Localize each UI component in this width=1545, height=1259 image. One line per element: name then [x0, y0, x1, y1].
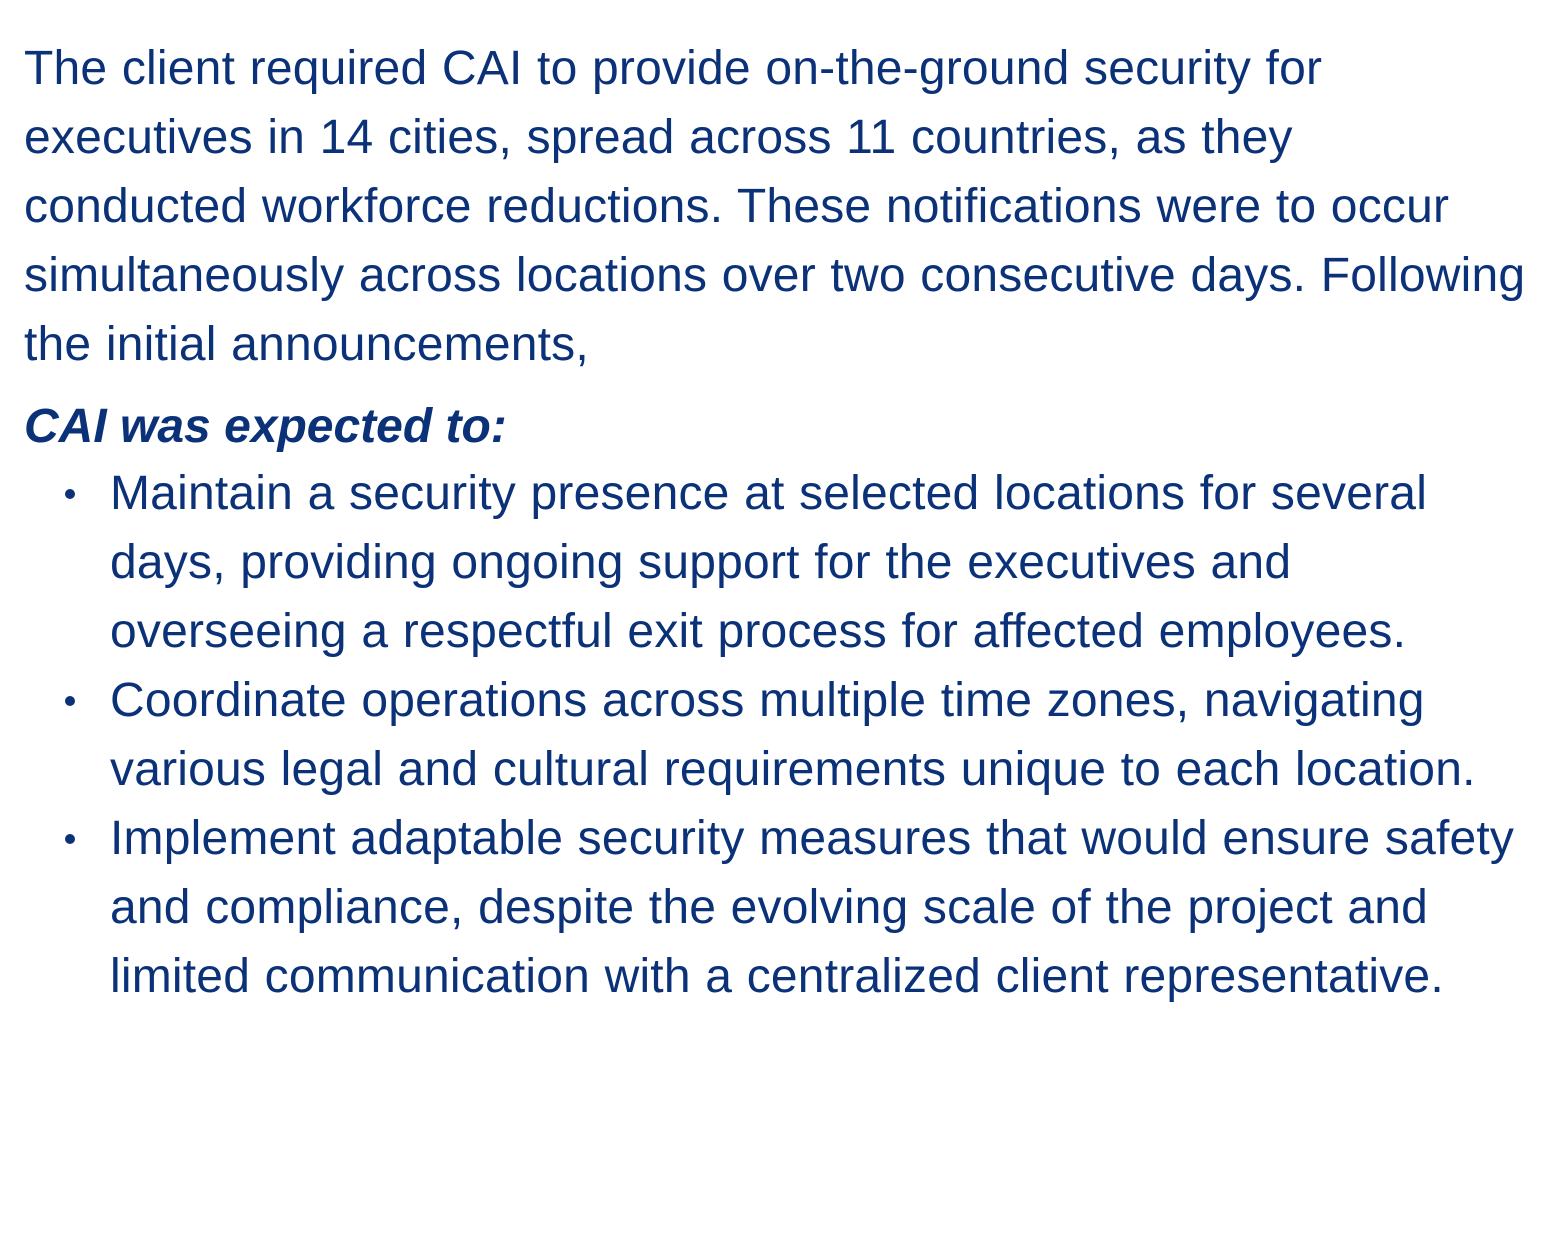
list-item-text: Coordinate operations across multiple time zones, navigating various legal and cultural requirements unique to each location. [110, 674, 1476, 796]
list-item [110, 804, 1529, 1011]
list-item [110, 459, 1529, 666]
list-item [110, 666, 1529, 804]
bullet-icon [65, 489, 75, 499]
list-item-text: Maintain a security presence at selected locations for several days, providing ongoing support for the executives and overseeing a respectful exit process for affected employees. [110, 467, 1428, 658]
intro-paragraph: The client required CAI to provide on-the-ground security for executives in 14 cities, spread across 11 countries, as they conducted workforce reductions. These notifications were to occur simultaneously across locations over two consecutive days. Following the initial announcements, [24, 42, 1526, 371]
bullet-icon [65, 696, 75, 706]
bullet-icon [65, 834, 75, 844]
case-study-section [24, 34, 1529, 1011]
expectations-list [24, 459, 1529, 1011]
expectations-heading: CAI was expected to: [24, 400, 507, 453]
list-item-text: Implement adaptable security measures that would ensure safety and compliance, despite the evolving scale of the project and limited communication with a centralized client representative. [110, 812, 1515, 1003]
